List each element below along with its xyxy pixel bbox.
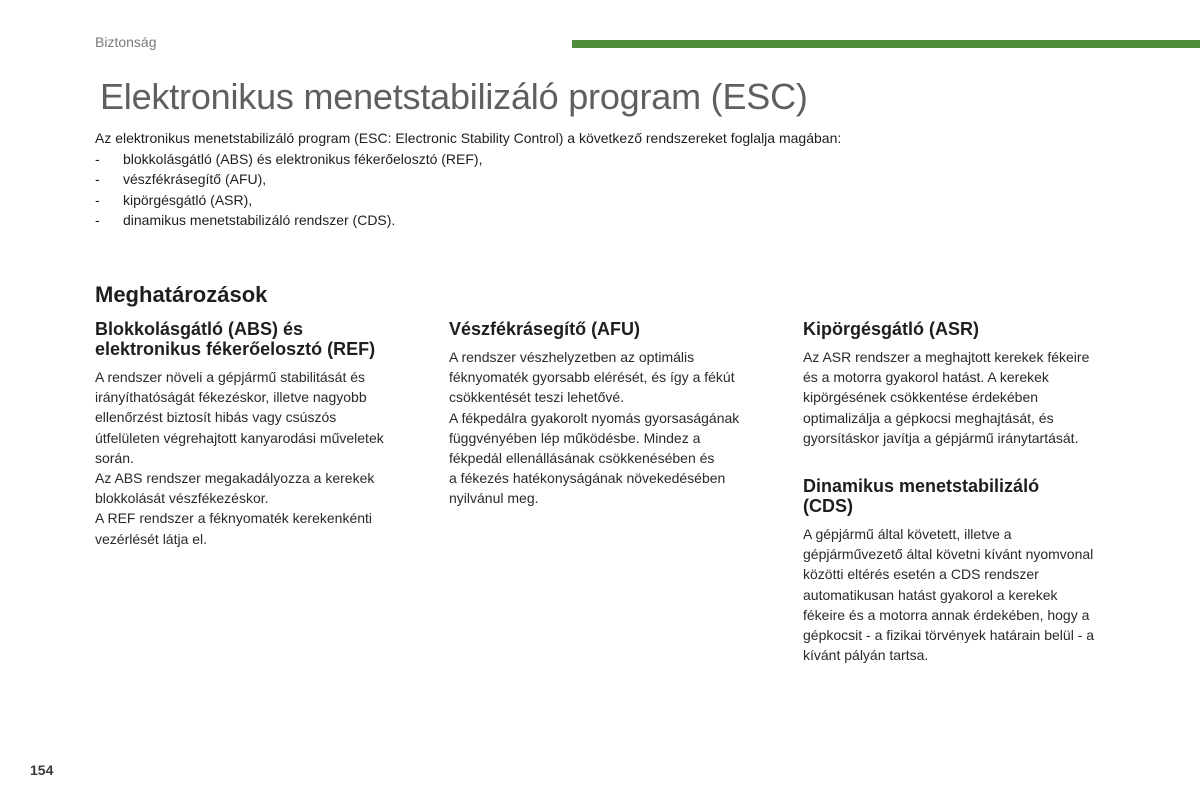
- abs-ref-heading-line1: Blokkolásgátló (ABS) és: [95, 319, 304, 339]
- bullet-dash: -: [95, 171, 100, 187]
- abs-line: Az ABS rendszer megakadályozza a kerekek: [95, 470, 375, 487]
- cds-line: gépkocsit - a fizikai törvények határain belül - a: [803, 627, 1095, 644]
- abs-line: A REF rendszer a féknyomaték kerekenkénti: [95, 510, 373, 527]
- cds-line: gépjárművezető által követni kívánt nyomvonal: [803, 546, 1094, 563]
- intro-list: [95, 149, 1115, 231]
- afu-body: [449, 347, 784, 509]
- abs-line: irányíthatóságát fékezéskor, illetve nagyobb: [95, 389, 367, 406]
- list-item: [95, 190, 1115, 211]
- cds-line: fékeire és a motorra annak érdekében, hogy a: [803, 606, 1090, 623]
- list-item-text: vészfékrásegítő (AFU),: [123, 171, 267, 187]
- intro: [95, 128, 1115, 231]
- asr-line: kipörgésének csökkentése érdekében: [803, 389, 1039, 406]
- abs-line: útfelületen végrehajtott kanyarodási műveletek: [95, 429, 384, 446]
- page-number: 154: [30, 762, 54, 778]
- abs-ref-heading: [95, 319, 430, 359]
- list-item-text: blokkolásgátló (ABS) és elektronikus fékerőelosztó (REF),: [123, 150, 483, 167]
- abs-line: ellenőrzést biztosít hibás vagy csúszós: [95, 409, 337, 426]
- cds-heading: [803, 476, 1138, 516]
- list-item: [95, 210, 1115, 231]
- list-item-text: dinamikus menetstabilizáló rendszer (CDS).: [123, 212, 396, 228]
- bullet-dash: -: [95, 212, 100, 228]
- asr-line: és a motorra gyakorol hatást. A kerekek: [803, 369, 1049, 386]
- list-item-text: kipörgésgátló (ASR),: [123, 191, 253, 208]
- intro-text: Az elektronikus menetstabilizáló program (ESC: Electronic Stability Control) a következő rendszereket foglalja magában:: [95, 130, 842, 146]
- cds-section: [803, 476, 1138, 665]
- cds-heading-line1: Dinamikus menetstabilizáló: [803, 476, 1040, 497]
- asr-body: [803, 347, 1138, 448]
- afu-line: A rendszer vészhelyzetben az optimális: [449, 349, 695, 365]
- afu-line: függvényében lép működésbe. Mindez a: [449, 429, 701, 446]
- cds-line: közötti eltérés esetén a CDS rendszer: [803, 566, 1039, 583]
- afu-line: fékpedál ellenállásának csökkenésében és: [449, 450, 715, 467]
- abs-ref-body: [95, 367, 430, 549]
- afu-line: csökkentését teszi lehetővé.: [449, 389, 625, 406]
- definitions-heading: Meghatározások: [95, 282, 268, 307]
- abs-ref-heading-line2: elektronikus fékerőelosztó (REF): [95, 339, 376, 359]
- abs-line: blokkolását vészfékezéskor.: [95, 490, 269, 507]
- page-title: Elektronikus menetstabilizáló program (ESC): [100, 76, 808, 117]
- cds-body: [803, 524, 1138, 665]
- cds-line: automatikusan hatást gyakorol a kerekek: [803, 586, 1058, 603]
- afu-section: [449, 319, 784, 509]
- section-label: Biztonság: [95, 34, 157, 50]
- afu-line: féknyomaték gyorsabb elérését, és így a fékút: [449, 369, 735, 386]
- cds-heading-line2: (CDS): [803, 496, 853, 517]
- afu-line: a fékezés hatékonyságának növekedésében: [449, 470, 726, 487]
- asr-section: [803, 319, 1138, 448]
- header-accent-bar: [572, 40, 1200, 48]
- asr-cds-column: [803, 319, 1138, 665]
- abs-line: vezérlését látja el.: [95, 530, 208, 547]
- afu-heading: Vészfékrásegítő (AFU): [449, 319, 641, 339]
- list-item: [95, 169, 1115, 190]
- cds-line: kívánt pályán tartsa.: [803, 647, 929, 664]
- afu-line: nyilvánul meg.: [449, 490, 539, 507]
- cds-line: A gépjármű által követett, illetve a: [803, 526, 1012, 543]
- abs-ref-section: [95, 319, 430, 549]
- abs-line: során.: [95, 449, 134, 466]
- asr-line: optimalizálja a gépkocsi meghajtását, és: [803, 409, 1054, 426]
- afu-line: A fékpedálra gyakorolt nyomás gyorsaságának: [449, 409, 740, 426]
- asr-heading: Kipörgésgátló (ASR): [803, 319, 980, 339]
- list-item: [95, 149, 1115, 170]
- asr-line: gyorsításkor javítja a gépjármű iránytartását.: [803, 429, 1079, 446]
- bullet-dash: -: [95, 150, 100, 167]
- asr-line: Az ASR rendszer a meghajtott kerekek fékeire: [803, 349, 1090, 365]
- abs-line: A rendszer növeli a gépjármű stabilitását és: [95, 369, 366, 385]
- bullet-dash: -: [95, 191, 100, 208]
